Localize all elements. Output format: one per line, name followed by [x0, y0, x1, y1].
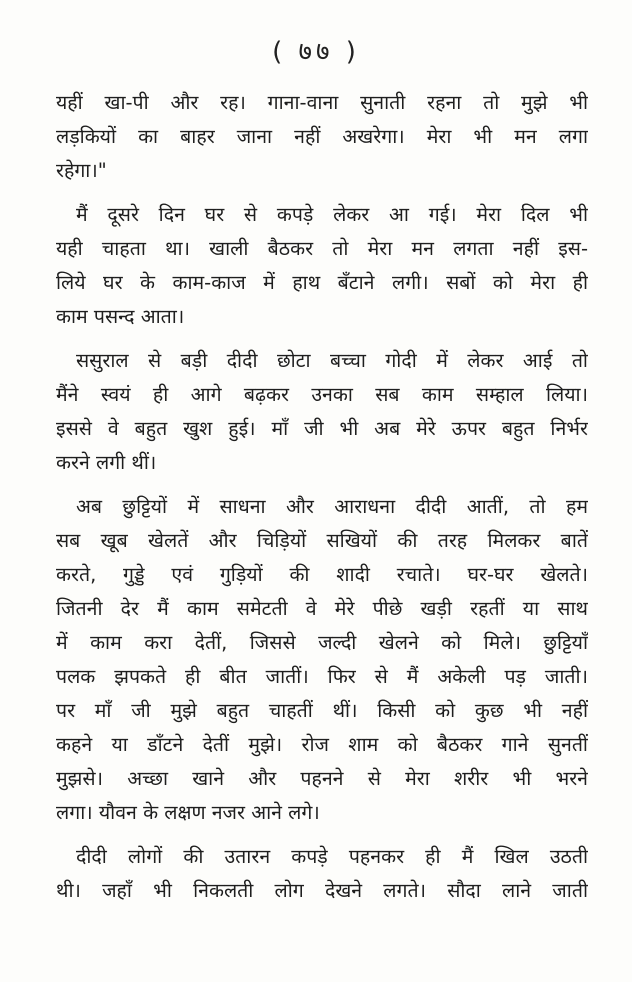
text-line: यहीं खा-पी और रह। गाना-वाना सुनाती रहना तो मुझे भी [56, 91, 588, 114]
text-line: जितनी देर मैं काम समेटती वे मेरे पीछे खड़ी रहतीं या साथ [56, 597, 588, 620]
text-line: लड़कियों का बाहर जाना नहीं अखरेगा। मेरा भी मन लगा [56, 125, 588, 148]
text-line: लगा। यौवन के लक्षण नजर आने लगे। [56, 801, 320, 824]
paragraph [56, 86, 588, 188]
text-line: पर माँ जी मुझे बहुत चाहतीं थीं। किसी को कुछ भी नहीं [56, 699, 588, 722]
body-text [56, 86, 588, 908]
page-number: ( ७७ ) [272, 37, 360, 67]
text-line: थी। जहाँ भी निकलती लोग देखने लगते। सौदा लाने जाती [56, 879, 588, 902]
text-line: करते, गुड्डे एवं गुड़ियों की शादी रचाते। घर-घर खेलते। [56, 563, 588, 586]
paragraph-spacer [56, 830, 588, 840]
text-line: इससे वे बहुत खुश हुई। माँ जी भी अब मेरे ऊपर बहुत निर्भर [56, 417, 588, 440]
text-line: सब खूब खेलतें और चिड़ियों सखियों की तरह मिलकर बातें [56, 529, 588, 552]
text-line: में काम करा देतीं, जिससे जल्दी खेलने को मिले। छुट्टियाँ [56, 631, 588, 654]
text-line: ससुराल से बड़ी दीदी छोटा बच्चा गोदी में लेकर आई तो [76, 349, 588, 372]
paragraph [56, 344, 588, 480]
text-line: पलक झपकते ही बीत जातीं। फिर से मैं अकेली पड़ जाती। [56, 665, 588, 688]
text-line: मैं दूसरे दिन घर से कपड़े लेकर आ गई। मेरा दिल भी [76, 203, 588, 226]
paragraph-spacer [56, 334, 588, 344]
text-line: दीदी लोगों की उतारन कपड़े पहनकर ही मैं खिल उठती [76, 845, 588, 868]
paragraph [56, 198, 588, 334]
text-line: काम पसन्द आता। [56, 305, 185, 328]
paragraph [56, 490, 588, 830]
text-line: मैंने स्वयं ही आगे बढ़कर उनका सब काम सम्हाल लिया। [56, 383, 588, 406]
text-line: रहेगा।" [56, 159, 107, 182]
text-line: यही चाहता था। खाली बैठकर तो मेरा मन लगता नहीं इस- [56, 237, 588, 260]
paragraph-spacer [56, 188, 588, 198]
text-line: करने लगी थीं। [56, 451, 157, 474]
text-line: मुझसे। अच्छा खाने और पहनने से मेरा शरीर भी भरने [56, 767, 588, 790]
paragraph [56, 840, 588, 908]
text-line: लिये घर के काम-काज में हाथ बँटाने लगी। सबों को मेरा ही [56, 271, 588, 294]
paragraph-spacer [56, 480, 588, 490]
text-line: अब छुट्टियों में साधना और आराधना दीदी आतीं, तो हम [76, 495, 588, 518]
text-line: कहने या डाँटने देतीं मुझे। रोज शाम को बैठकर गाने सुनतीं [56, 733, 588, 756]
